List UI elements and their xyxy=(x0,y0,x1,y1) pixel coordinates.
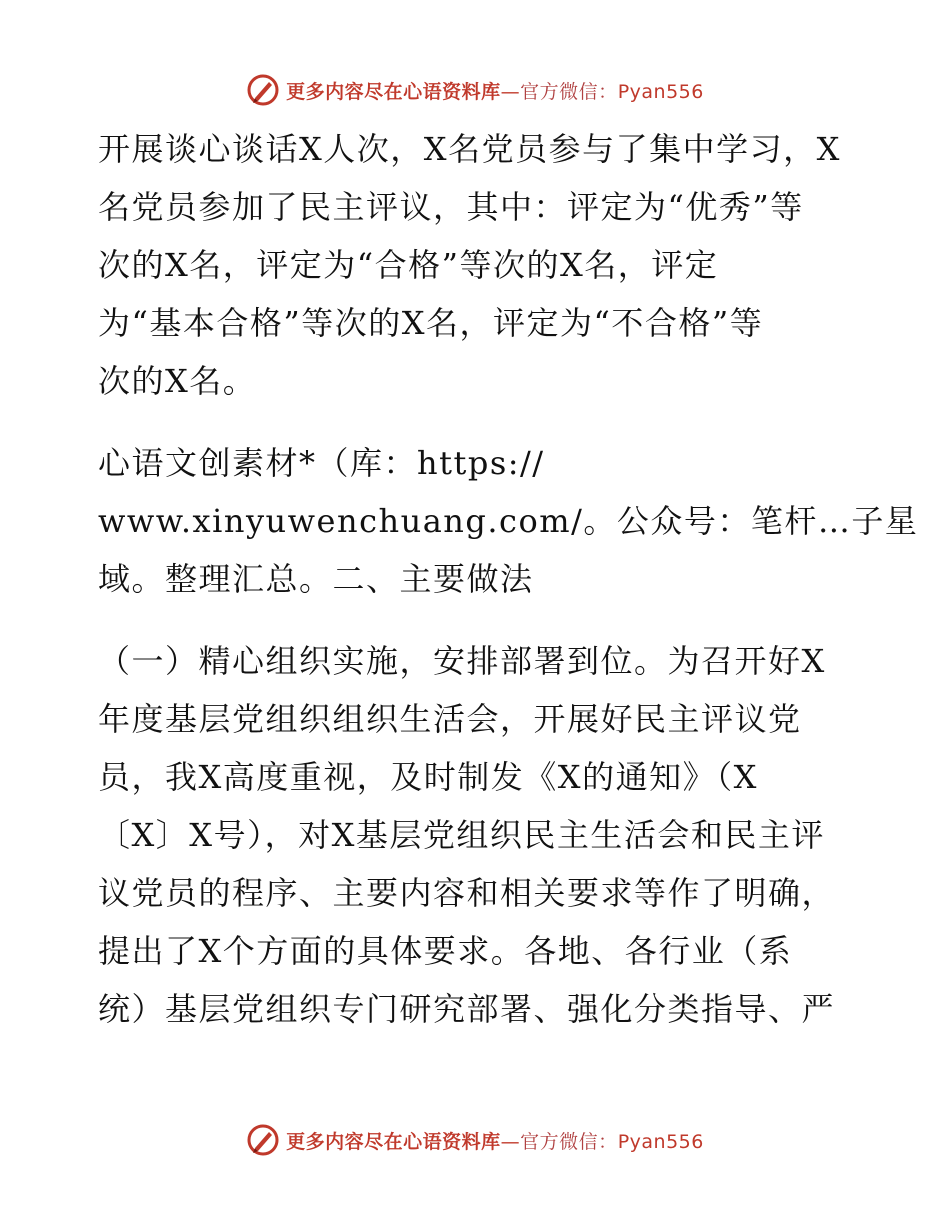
text-line: 域。整理汇总。二、主要做法 xyxy=(98,560,534,598)
text-line: 提出了X个方面的具体要求。各地、各行业（系 xyxy=(98,932,793,970)
banner-dash: — xyxy=(500,1130,521,1153)
pen-logo-icon xyxy=(246,1123,280,1157)
document-body xyxy=(98,120,919,1038)
paragraph-2 xyxy=(98,434,919,608)
text-line: 员，我X高度重视，及时制发《X的通知》（X xyxy=(98,758,758,796)
text-line: 开展谈心谈话X人次，X名党员参与了集中学习，X xyxy=(98,130,841,168)
banner-text xyxy=(286,1127,704,1154)
text-line: 统）基层党组织专门研究部署、强化分类指导、严 xyxy=(98,990,836,1028)
text-line: 为“基本合格”等次的X名，评定为“不合格”等 xyxy=(98,304,764,342)
banner-wechat-label: 官方微信： xyxy=(520,1130,618,1153)
header-banner xyxy=(0,70,950,110)
text-line: www.xinyuwenchuang.com/。公众号：笔杆…子星 xyxy=(98,502,919,540)
paragraph-1 xyxy=(98,120,858,410)
pen-logo-icon xyxy=(246,73,280,107)
paragraph-3 xyxy=(98,632,858,1038)
banner-wechat-label: 官方微信： xyxy=(520,80,618,103)
text-line: 次的X名，评定为“合格”等次的X名，评定 xyxy=(98,246,719,284)
text-line: 心语文创素材*（库：https:// xyxy=(98,444,545,482)
text-line: 次的X名。 xyxy=(98,362,257,400)
text-line: （一）精心组织实施，安排部署到位。为召开好X xyxy=(98,642,826,680)
text-line: 议党员的程序、主要内容和相关要求等作了明确， xyxy=(98,874,836,912)
text-line: 年度基层党组织组织生活会，开展好民主评议党 xyxy=(98,700,802,738)
banner-text xyxy=(286,77,704,104)
text-line: 名党员参加了民主评议，其中：评定为“优秀”等 xyxy=(98,188,804,226)
banner-brand: 更多内容尽在心语资料库 xyxy=(286,1130,501,1153)
banner-wechat-id: Pyan556 xyxy=(617,1130,704,1153)
banner-brand: 更多内容尽在心语资料库 xyxy=(286,80,501,103)
banner-wechat-id: Pyan556 xyxy=(617,80,704,103)
banner-dash: — xyxy=(500,80,521,103)
footer-banner xyxy=(0,1120,950,1160)
text-line: 〔X〕X号），对X基层党组织民主生活会和民主评 xyxy=(98,816,825,854)
